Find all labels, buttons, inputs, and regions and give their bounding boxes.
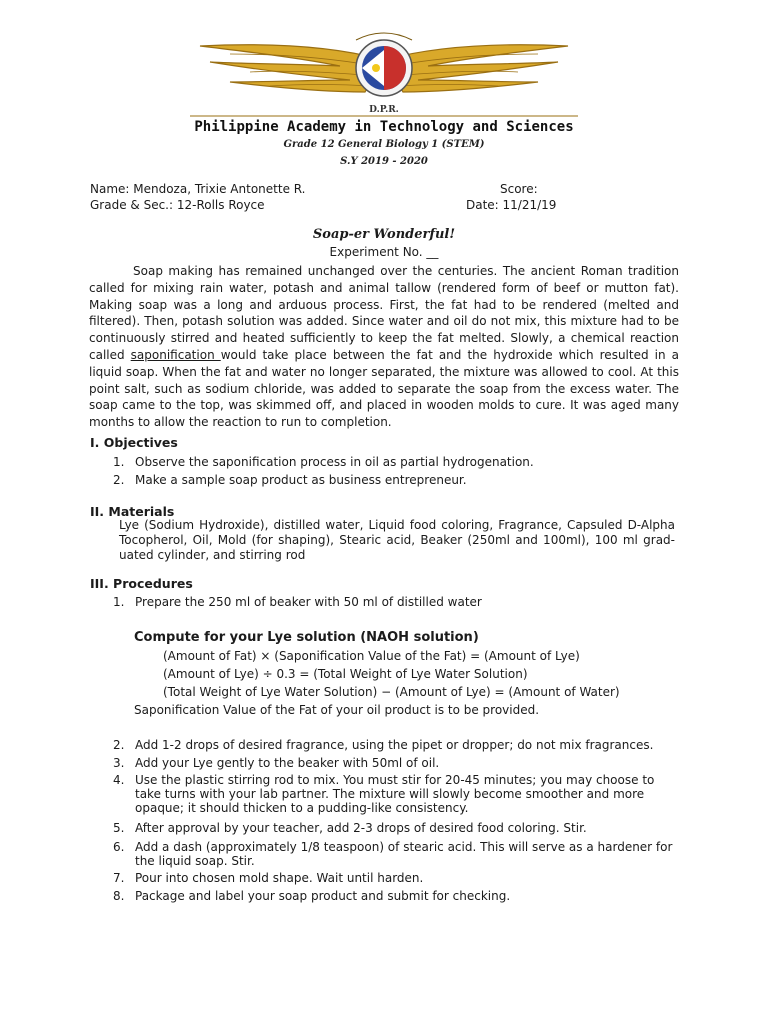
item-text: Add your Lye gently to the beaker with 50ml of oil. [135, 756, 440, 770]
item-text: Observe the saponification process in oil as partial hydrogenation. [135, 455, 534, 469]
school-logo [190, 20, 578, 120]
formula-note: Saponification Value of the Fat of your oil product is to be provided. [134, 703, 540, 717]
item-text: Prepare the 250 ml of beaker with 50 ml of distilled water [135, 595, 482, 609]
date-field: Date: 11/21/19 [466, 198, 557, 212]
objective-item [113, 455, 673, 469]
school-year: S.Y 2019 - 2020 [340, 156, 428, 167]
item-text: After approval by your teacher, add 2-3 drops of desired food coloring. Stir. [135, 821, 587, 835]
item-number: 6. [113, 840, 125, 854]
item-number: 2. [113, 473, 125, 487]
item-number: 5. [113, 821, 125, 835]
item-text: Add 1-2 drops of desired fragrance, using the pipet or dropper; do not mix fragrances. [135, 738, 654, 752]
objectives-heading: I. Objectives [90, 435, 178, 450]
materials-heading: II. Materials [90, 504, 175, 519]
item-number: 7. [113, 871, 125, 885]
item-number: 8. [113, 889, 125, 903]
intro-paragraph [89, 263, 679, 431]
saponification-term: saponification [130, 347, 221, 362]
grade-section: Grade & Sec.: 12-Rolls Royce [90, 198, 265, 212]
subject-line: Grade 12 General Biology 1 (STEM) [283, 139, 485, 150]
procedure-item [113, 773, 673, 816]
experiment-number: Experiment No. __ [329, 245, 439, 259]
formula-line: (Amount of Fat) × (Saponification Value of the Fat) = (Amount of Lye) [163, 649, 580, 663]
experiment-title: Soap-er Wonderful! [312, 227, 456, 242]
seal-icon [356, 33, 412, 96]
intro-text-before: Soap making has remained unchanged over the centuries. The ancient Roman tradition called for mixing rain water, potash and animal tallow (rendered form of beef or mutton fat). Making soap was a long and arduous process. First, the fat had to be rendered (melted and filtered). Then, potash solution was added. Since water and oil do not mix, this mixture had to be continuously stirred and heated sufficiently to keep the fat melted. Slowly, a chemical reaction called [89, 264, 679, 362]
school-name: Philippine Academy in Technology and Sciences [194, 119, 574, 135]
item-number: 1. [113, 455, 125, 469]
procedure-item [113, 871, 673, 885]
procedure-item [113, 595, 673, 609]
student-name: Name: Mendoza, Trixie Antonette R. [90, 182, 306, 196]
procedure-item [113, 889, 673, 903]
compute-heading: Compute for your Lye solution (NAOH solution) [134, 630, 479, 645]
formula-line: (Total Weight of Lye Water Solution) − (Amount of Lye) = (Amount of Water) [163, 685, 620, 699]
item-text: Use the plastic stirring rod to mix. You must stir for 20-45 minutes; you may choose to take turns with your lab partner. The mixture will slowly become smoother and more opaque; it should thicken to a pudding-like consistency. [135, 773, 655, 816]
item-number: 4. [113, 773, 125, 787]
score-field: Score: [500, 182, 538, 196]
item-number: 3. [113, 756, 125, 770]
procedure-item [113, 840, 673, 868]
item-number: 2. [113, 738, 125, 752]
item-text: Pour into chosen mold shape. Wait until harden. [135, 871, 424, 885]
item-text: Make a sample soap product as business entrepreneur. [135, 473, 467, 487]
objective-item [113, 473, 673, 487]
item-text: Add a dash (approximately 1/8 teaspoon) of stearic acid. This will serve as a hardener for the liquid soap. Stir. [135, 840, 673, 869]
procedure-item [113, 756, 673, 770]
procedures-heading: III. Procedures [90, 576, 193, 591]
logo-initials: D.P.R. [369, 105, 399, 115]
procedure-item [113, 738, 673, 752]
item-number: 1. [113, 595, 125, 609]
intro-text-after: would take place between the fat and the hydroxide which resulted in a liquid soap. When the fat and water no longer separated, the mixture was allowed to cool. At this point salt, such as sodium chloride, was added to separate the soap from the excess water. The soap came to the top, was skimmed off, and placed in wooden molds to cure. It was aged many months to allow the reaction to run to completion. [89, 347, 679, 430]
item-text: Package and label your soap product and submit for checking. [135, 889, 511, 903]
formula-line: (Amount of Lye) ÷ 0.3 = (Total Weight of Lye Water Solution) [163, 667, 528, 681]
procedure-item [113, 821, 673, 835]
materials-list: Lye (Sodium Hydroxide), distilled water, Liquid food coloring, Fragrance, Capsuled D-Alpha Tocopherol, Oil, Mold (for shaping), Stearic acid, Beaker (250ml and 100ml), 100 ml grad-uated cylinder, and stirring rod [119, 518, 675, 562]
